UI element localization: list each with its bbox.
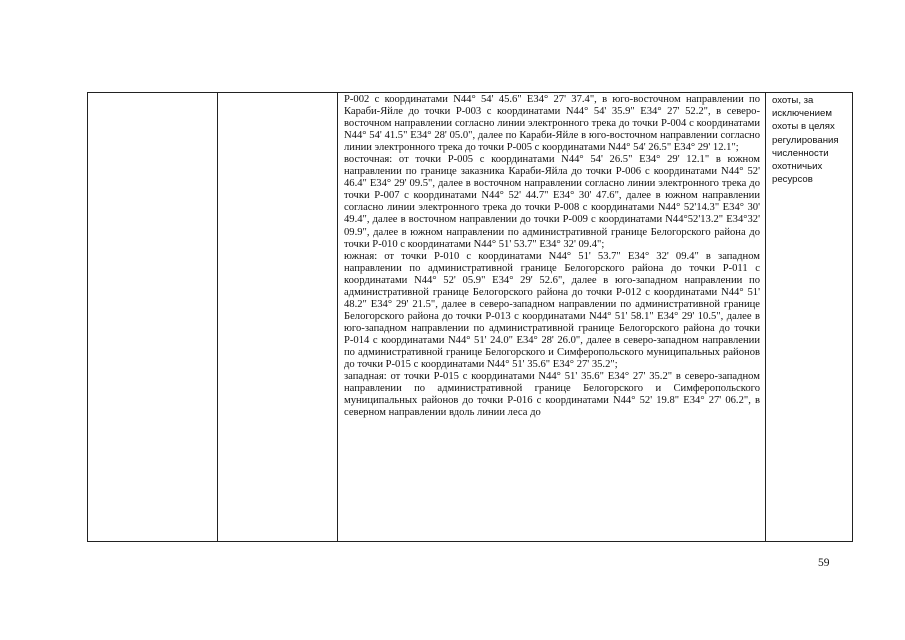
purpose-line: охоты в целях <box>772 121 835 133</box>
table-row <box>88 93 853 542</box>
hunting-purpose <box>766 93 852 186</box>
purpose-line: охоты, за <box>772 95 814 106</box>
description-paragraph-south: южная: от точки Р-010 с координатами N44° 51' 53.7" E34° 32' 09.4" в западном направлении по административной границе Белогорского района до точки Р-011 с координатами N44° 52' 05.9" E34° 29' 52.6", далее в юго-западном направлении по административной границе Белогорского района до точки Р-012 с координатами N44° 51' 48.2" E34° 29' 21.5", далее в северо-западном направлении по административной границе Белогорского района до точки Р-013 с координатами N44° 51' 58.1" E34° 29' 10.5", далее в юго-западном направлении по административной границе Белогорского района до точки Р-014 с координатами N44° 51' 24.0" E34° 28' 26.0", далее в северо-западном направлении по административной границе Белогорского и Симферопольского муниципальных районов до точки Р-015 с координатами N44° 51' 35.6" E34° 27' 35.2"; <box>344 250 760 371</box>
boundary-description <box>338 93 765 419</box>
description-paragraph-west: западная: от точки Р-015 с координатами N44° 51' 35.6" E34° 27' 35.2" в северо-западном направлении по административной границе Белогорского и Симферопольского муниципальных районов до точки Р-016 с координатами N44° 52' 19.8" E34° 27' 06.2", в северном направлении вдоль линии леса до <box>344 371 760 419</box>
description-paragraph: Р-002 с координатами N44° 54' 45.6" E34° 27' 37.4", в юго-восточном направлении по Караби-Яйле до точки Р-003 с координатами N44° 54' 35.9" E34° 27' 52.2", в северо-восточном направлении согласно линии электронного трека до точки Р-004 с координатами N44° 54' 41.5" E34° 28' 05.0", далее по Караби-Яйле в юго-восточном направлении согласно линии электронного трека до точки Р-005 с координатами N44° 54' 26.5" E34° 29' 12.1"; <box>344 94 760 154</box>
table-cell-purpose <box>766 93 853 542</box>
purpose-line: исключением <box>772 108 832 120</box>
purpose-line: охотничьих <box>772 161 823 173</box>
purpose-line: численности <box>772 147 829 159</box>
page-number: 59 <box>818 557 830 569</box>
boundary-table <box>87 92 853 542</box>
table-cell-description <box>338 93 766 542</box>
purpose-line: регулирования <box>772 134 839 146</box>
table-cell-col2 <box>218 93 338 542</box>
table-cell-col1 <box>88 93 218 542</box>
purpose-line: ресурсов <box>772 174 813 186</box>
description-paragraph-east: восточная: от точки Р-005 с координатами N44° 54' 26.5" E34° 29' 12.1" в южном направлении по границе заказника Караби-Яйла до точки Р-006 с координатами N44° 52' 46.4" E34° 29' 09.5", далее в восточном направлении согласно линии электронного трека до точки Р-007 с координатами N44° 52' 44.7" E34° 30' 47.6", далее в южном направлении согласно линии электронного трека до точки Р-008 с координатами N44° 52'14.3" E34° 30' 49.4", далее в восточном направлении до точки Р-009 с координатами N44°52'13.2" E34°32' 09.9", далее в южном направлении по административной границе Белогорского района до точки Р-010 с координатами N44° 51' 53.7" E34° 32' 09.4"; <box>344 154 760 250</box>
